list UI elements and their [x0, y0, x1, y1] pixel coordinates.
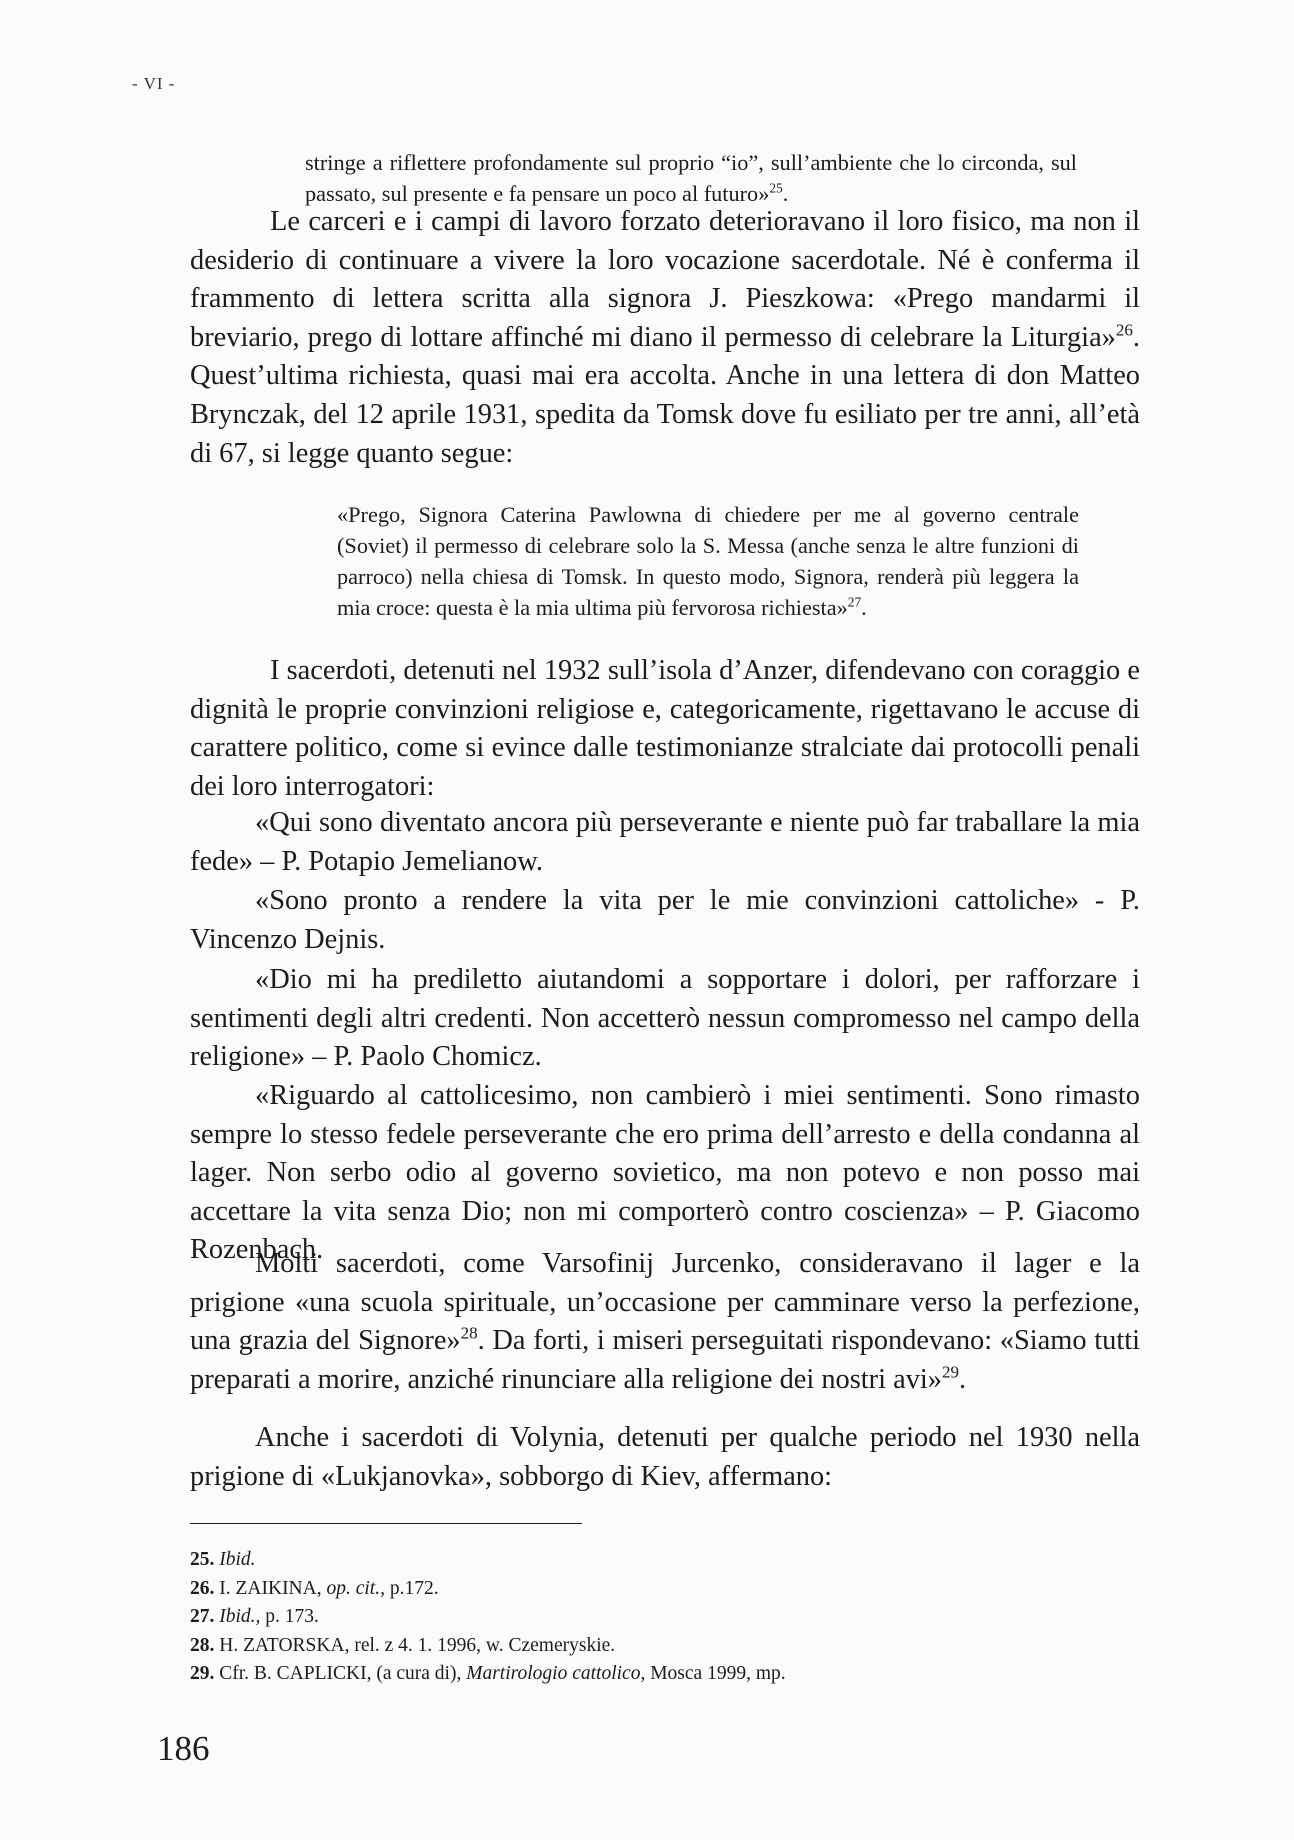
- footnote-28: [190, 1632, 1090, 1660]
- paragraph-3-a: Molti sacerdoti, come Varsofinij Jurcenko, consideravano il lager e la prigione «una scuola spirituale, un’occasione per camminare verso la perfezione, una grazia del Signore»: [190, 1248, 1140, 1357]
- paragraph-1: [190, 203, 1140, 473]
- testimony-quote-4: «Riguardo al cattolicesimo, non cambierò i miei sentimenti. Sono rimasto sempre lo stesso fedele perseverante che ero prima dell’arresto e della condanna al lager. Non serbo odio al governo sovietico, ma non potevo e non posso mai accettare la vita senza Dio; non mi comporterò contro coscienza» – P. Giacomo Rozenbach.: [190, 1080, 1140, 1266]
- footnote-text: I. ZAIKINA,: [219, 1577, 327, 1599]
- footnote-text: Ibid.: [219, 1549, 256, 1570]
- paragraph-1-wrap: [190, 203, 1140, 473]
- paragraph-3-wrap: [190, 1245, 1140, 1399]
- block-quote-top: [305, 147, 1077, 209]
- block-quote-end: .: [861, 595, 867, 620]
- testimony-quote-3: «Dio mi ha prediletto aiutandomi a sopportare i dolori, per rafforzare i sentimenti degli altri credenti. Non accetterò nessun compromesso nel campo della religione» – P. Paolo Chomicz.: [190, 964, 1140, 1073]
- footnote-text: H. ZATORSKA, rel. z 4. 1. 1996, w. Czemeryskie.: [219, 1634, 616, 1656]
- footnotes: [190, 1546, 1090, 1689]
- quote-4-wrap: [190, 1077, 1140, 1270]
- paragraph-4-wrap: [190, 1419, 1140, 1496]
- footnote-text-italic: Martirologio cattolico: [466, 1663, 641, 1684]
- paragraph-2-wrap: [190, 652, 1140, 806]
- paragraph-3-b: . Da forti, i miseri perseguitati rispondevano: «Siamo tutti preparati a morire, anziché rinunciare alla religione dei nostri avi»: [190, 1325, 1140, 1395]
- paragraph-2: I sacerdoti, detenuti nel 1932 sull’isola d’Anzer, difendevano con coraggio e dignità le proprie convinzioni religiose e, categoricamente, rigettavano le accuse di carattere politico, come si evince dalle testimonianze stralciate dai protocolli penali dei loro interrogatori:: [190, 655, 1140, 802]
- footnote-number: 26.: [190, 1577, 215, 1599]
- footnote-ref-28: 28: [460, 1323, 478, 1343]
- footnote-text: Cfr. B. CAPLICKI, (a cura di),: [219, 1663, 467, 1684]
- quote-top-text: stringe a riflettere profondamente sul proprio “io”, sull’ambiente che lo circonda, sul passato, sul presente e fa pensare un poco al futuro»: [305, 150, 1077, 207]
- quote-3-wrap: [190, 961, 1140, 1077]
- footnote-number: 25.: [190, 1549, 215, 1570]
- footnote-text-italic: op. cit.,: [326, 1577, 385, 1599]
- footnote-text: , Mosca 1999, mp.: [640, 1663, 786, 1684]
- footnote-29: [190, 1660, 1090, 1688]
- block-quote-text: «Prego, Signora Caterina Pawlowna di chiedere per me al governo centrale (Soviet) il permesso di celebrare solo la S. Messa (anche senza le altre funzioni di parroco) nella chiesa di Tomsk. In questo modo, Signora, renderà più leggera la mia croce: questa è la mia ultima più fervorosa richiesta»: [337, 502, 1079, 620]
- footnote-ref-27: 27: [847, 594, 862, 610]
- quote-top-end: .: [782, 181, 789, 207]
- paragraph-4: Anche i sacerdoti di Volynia, detenuti per qualche periodo nel 1930 nella prigione di «Lukjanovka», sobborgo di Kiev, affermano:: [190, 1422, 1140, 1492]
- testimony-quote-2: «Sono pronto a rendere la vita per le mie convinzioni cattoliche» - P. Vincenzo Dejnis.: [190, 885, 1140, 955]
- paragraph-3-c: .: [959, 1363, 967, 1395]
- footnote-number: 29.: [190, 1663, 215, 1684]
- footnote-divider: [190, 1523, 582, 1524]
- footnote-27: [190, 1603, 1090, 1631]
- footnote-ref-26: 26: [1115, 320, 1133, 340]
- quote-1-wrap: [190, 804, 1140, 881]
- footnote-26: [190, 1575, 1090, 1603]
- footnote-number: 27.: [190, 1606, 215, 1627]
- paragraph-3: [190, 1245, 1140, 1399]
- running-head: - VI -: [132, 74, 176, 93]
- block-quote-letter: [337, 499, 1079, 623]
- paragraph-1-b: . Quest’ultima richiesta, quasi mai era accolta. Anche in una lettera di don Matteo Brynczak, del 12 aprile 1931, spedita da Tomsk dove fu esiliato per tre anni, all’età di 67, si legge quanto segue:: [190, 321, 1140, 469]
- footnote-ref-29: 29: [942, 1362, 960, 1382]
- paragraph-1-a: Le carceri e i campi di lavoro forzato deterioravano il loro fisico, ma non il desiderio di continuare a vivere la loro vocazione sacerdotale. Né è conferma il frammento di lettera scritta alla signora J. Pieszkowa: «Prego mandarmi il breviario, prego di lottare affinché mi diano il permesso di celebrare la Liturgia»: [190, 206, 1140, 353]
- footnote-25: [190, 1546, 1090, 1574]
- testimony-quote-1: «Qui sono diventato ancora più perseverante e niente può far traballare la mia fede» – P. Potapio Jemelianow.: [190, 807, 1140, 877]
- footnote-text-italic: Ibid.,: [219, 1606, 261, 1627]
- footnote-text: p.172.: [384, 1577, 439, 1599]
- page-number: 186: [157, 1729, 210, 1768]
- footnote-number: 28.: [190, 1634, 215, 1656]
- footnote-ref-25: 25: [769, 180, 783, 196]
- quote-2-wrap: [190, 882, 1140, 959]
- footnote-text: p. 173.: [260, 1606, 319, 1627]
